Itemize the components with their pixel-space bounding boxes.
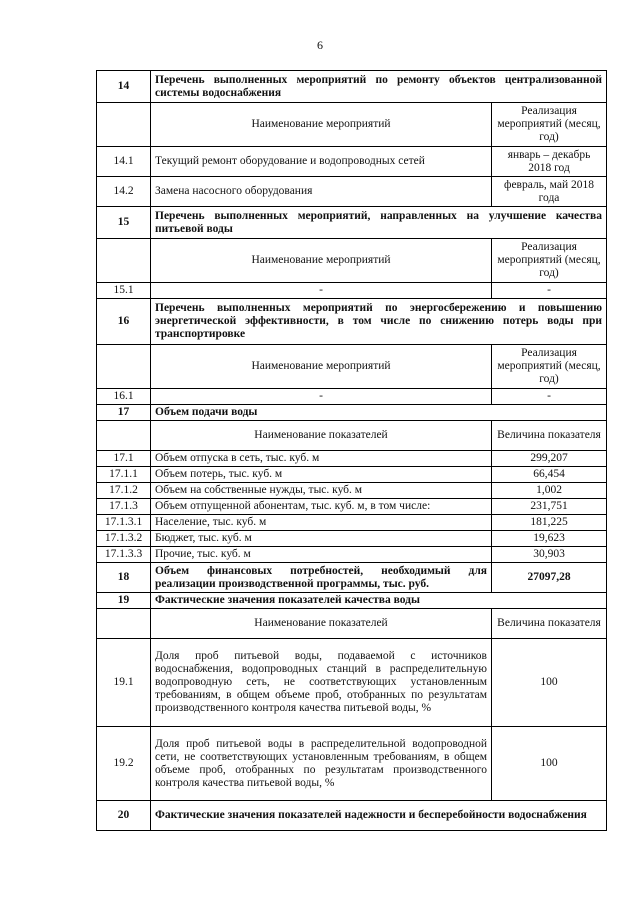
section-number: 19 [97,593,151,609]
page-number: 6 [317,38,323,52]
section-row-19 [97,593,607,609]
header-row-14 [97,103,607,147]
row-value: 299,207 [492,451,607,467]
row-value: 1,002 [492,483,607,499]
row-text: Доля проб питьевой воды в распределительной водопроводной сети, не соответствующих установленным требованиям, в общем объеме проб, отобранных по результатам производственного контроля качества питьевой воды, % [151,727,492,801]
row-value: 30,903 [492,547,607,563]
column-header-name: Наименование показателей [151,421,492,451]
table-row [97,727,607,801]
column-header-value: Величина показателя [492,609,607,639]
row-number: 17.1.3.3 [97,547,151,563]
column-header-value: Реализация мероприятий (месяц, год) [492,345,607,389]
section-title: Перечень выполненных мероприятий по энергосбережению и повышению энергетической эффективности, в том числе по снижению потерь воды при транспортировке [151,299,607,345]
table-row [97,451,607,467]
row-number: 19.1 [97,639,151,727]
empty-cell [97,421,151,451]
table-row [97,639,607,727]
row-text: Объем на собственные нужды, тыс. куб. м [151,483,492,499]
row-value: 181,225 [492,515,607,531]
section-title: Фактические значения показателей качества воды [151,593,607,609]
header-row-16 [97,345,607,389]
row-value: февраль, май 2018 года [492,177,607,207]
row-value: 100 [492,639,607,727]
section-row-15 [97,207,607,239]
section-row-20 [97,801,607,831]
section-row-17 [97,405,607,421]
column-header-name: Наименование показателей [151,609,492,639]
row-value: январь – декабрь 2018 год [492,147,607,177]
row-value: 100 [492,727,607,801]
table-row [97,515,607,531]
table-row [97,531,607,547]
row-number: 17.1.2 [97,483,151,499]
section-title: Перечень выполненных мероприятий, направленных на улучшение качества питьевой воды [151,207,607,239]
section-number: 18 [97,563,151,593]
row-text: Население, тыс. куб. м [151,515,492,531]
row-text: - [151,389,492,405]
header-row-15 [97,239,607,283]
section-number: 15 [97,207,151,239]
section-row-16 [97,299,607,345]
table-row [97,283,607,299]
row-text: Объем потерь, тыс. куб. м [151,467,492,483]
table-row [97,483,607,499]
table-row [97,499,607,515]
row-number: 15.1 [97,283,151,299]
row-text: Текущий ремонт оборудование и водопроводных сетей [151,147,492,177]
column-header-name: Наименование мероприятий [151,345,492,389]
row-value: 231,751 [492,499,607,515]
program-table [96,70,607,831]
column-header-name: Наименование мероприятий [151,103,492,147]
table-row [97,177,607,207]
row-text: Прочие, тыс. куб. м [151,547,492,563]
header-row-17 [97,421,607,451]
row-number: 16.1 [97,389,151,405]
row-number: 14.2 [97,177,151,207]
row-text: Объем отпущенной абонентам, тыс. куб. м, в том числе: [151,499,492,515]
row-number: 17.1.3 [97,499,151,515]
section-number: 14 [97,71,151,103]
column-header-value: Реализация мероприятий (месяц, год) [492,103,607,147]
empty-cell [97,239,151,283]
row-number: 14.1 [97,147,151,177]
row-number: 17.1.3.2 [97,531,151,547]
row-text: Объем отпуска в сеть, тыс. куб. м [151,451,492,467]
section-title: Фактические значения показателей надежности и бесперебойности водоснабжения [151,801,607,831]
row-value: - [492,283,607,299]
row-text: Замена насосного оборудования [151,177,492,207]
row-value: 19,623 [492,531,607,547]
row-number: 19.2 [97,727,151,801]
row-number: 17.1 [97,451,151,467]
table-row [97,467,607,483]
row-text: - [151,283,492,299]
section-row-14 [97,71,607,103]
section-title: Объем финансовых потребностей, необходимый для реализации производственной программы, тыс. руб. [151,563,492,593]
section-row-18 [97,563,607,593]
table-row [97,389,607,405]
section-title: Перечень выполненных мероприятий по ремонту объектов централизованной системы водоснабжения [151,71,607,103]
section-title: Объем подачи воды [151,405,607,421]
empty-cell [97,103,151,147]
table-row [97,147,607,177]
section-number: 16 [97,299,151,345]
header-row-19 [97,609,607,639]
section-number: 17 [97,405,151,421]
section-number: 20 [97,801,151,831]
empty-cell [97,345,151,389]
table-row [97,547,607,563]
row-text: Доля проб питьевой воды, подаваемой с источников водоснабжения, водопроводных станций в распределительную водопроводную сеть, не соответствующих установленным требованиям, в общем объеме проб, отобранных по результатам производственного контроля качества питьевой воды, % [151,639,492,727]
column-header-name: Наименование мероприятий [151,239,492,283]
column-header-value: Величина показателя [492,421,607,451]
row-number: 17.1.1 [97,467,151,483]
row-text: Бюджет, тыс. куб. м [151,531,492,547]
row-number: 17.1.3.1 [97,515,151,531]
empty-cell [97,609,151,639]
row-value: - [492,389,607,405]
row-value: 66,454 [492,467,607,483]
column-header-value: Реализация мероприятий (месяц, год) [492,239,607,283]
section-value: 27097,28 [492,563,607,593]
